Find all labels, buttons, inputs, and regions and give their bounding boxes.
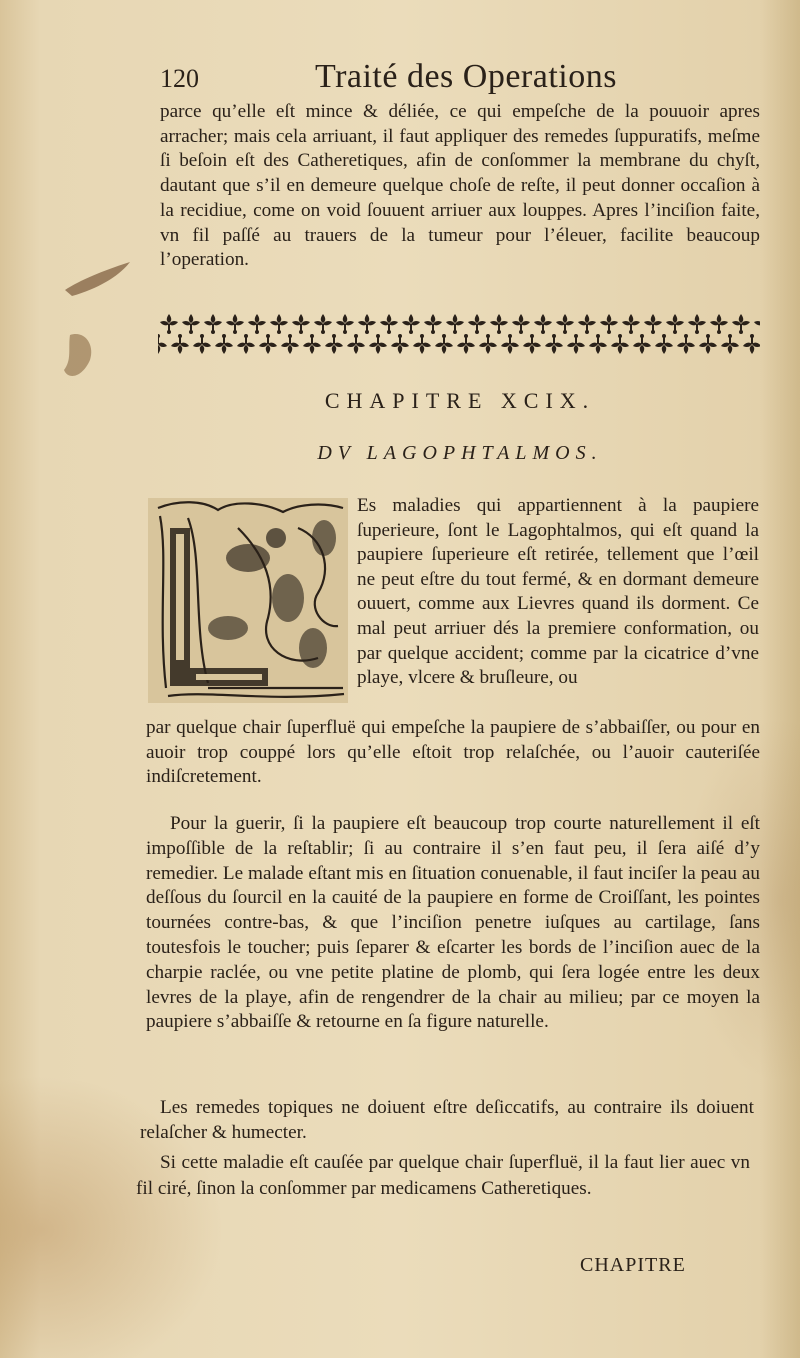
paragraph-treatment: Pour la guerir, ſi la paupiere eſt beaucoup trop courte naturellement il eſt impoſſible de la reſtablir; ſi au contraire il s’en faut peu, il ſera aiſé d’y remedier. Le malade eſtant mis en ſituation conuenable, il faut inciſer la peau au deſſous du ſourcil en la cauité de la paupiere en forme de Croiſſant, les pointes tournées contre-bas, & que l’inciſion penetre iuſques au cartilage, ſans toutesfois le toucher; puis ſeparer & eſcarter les bords de l’inciſion auec de la charpie raclée, ou vne petite platine de plomb, qui ſera logée entre les deux levres de la playe, afin de rengendrer de la chair au milieu; par ce moyen la paupiere s’abbaiſſe & retourne en ſa figure naturelle.	[146, 813, 760, 1033]
ornamental-band	[158, 312, 760, 356]
paragraph-opening-continued: par quelque chair ſuperfluë qui empeſche la paupiere de s’abbaiſſer, ou pour en auoir trop couppé lors qu’elle eſtoit trop relaſchée, ou l’auoir cauteriſée indiſcretement.	[146, 717, 760, 788]
fleuron-border-icon	[158, 312, 760, 356]
running-title: Traité des Operations	[315, 58, 617, 95]
paragraph-topical-remedies: Les remedes topiques ne doiuent eſtre deſiccatifs, au contraire ils doiuent relaſcher & humecter.	[140, 1097, 754, 1143]
paragraph-continuation: parce qu’elle eſt mince & déliée, ce qui empeſche de la pouuoir apres arracher; mais cela arriuant, il faut appliquer des remedes ſuppuratifs, meſme ſi beſoin eſt des Catheretiques, afin de conſommer la membrane du chyſt, dautant que s’il en demeure quelque choſe de reſte, il peut donner occaſion à la recidiue, come on void ſouuent arriuer aux louppes. Apres l’inciſion faite, vn fil paſſé au trauers de la tumeur pour l’éleuer, facilite beaucoup l’operation.	[160, 101, 760, 271]
page-header	[160, 58, 760, 98]
chapter-subtitle: DV LAGOPHTALMOS.	[317, 442, 603, 464]
decorated-initial-l-icon	[148, 498, 348, 703]
ink-blemish-icon	[60, 260, 140, 390]
folio-number: 120	[160, 64, 199, 93]
paragraph-excess-flesh: Si cette maladie eſt cauſée par quelque chair ſuperfluë, il la faut lier auec vn fil ciré, ſinon la conſommer par medicamens Catheretiques.	[136, 1152, 750, 1199]
paragraph-opening: Es maladies qui appartiennent à la paupiere ſuperieure, ſont le Lagophtalmos, qui eſt quand la paupiere ſuperieure eſt retirée, tellement que l’œil ne peut eſtre du tout fermé, & en dormant demeure ouuert, comme aux Lievres quand ils dorment. Ce mal peut arriuer dés la premiere conformation, ou par quelque accident; comme par la cicatrice d’vne playe, vlcere & bruſleure, ou	[357, 495, 759, 689]
catchword: CHAPITRE	[580, 1254, 686, 1276]
chapter-title: CHAPITRE XCIX.	[324, 388, 596, 413]
